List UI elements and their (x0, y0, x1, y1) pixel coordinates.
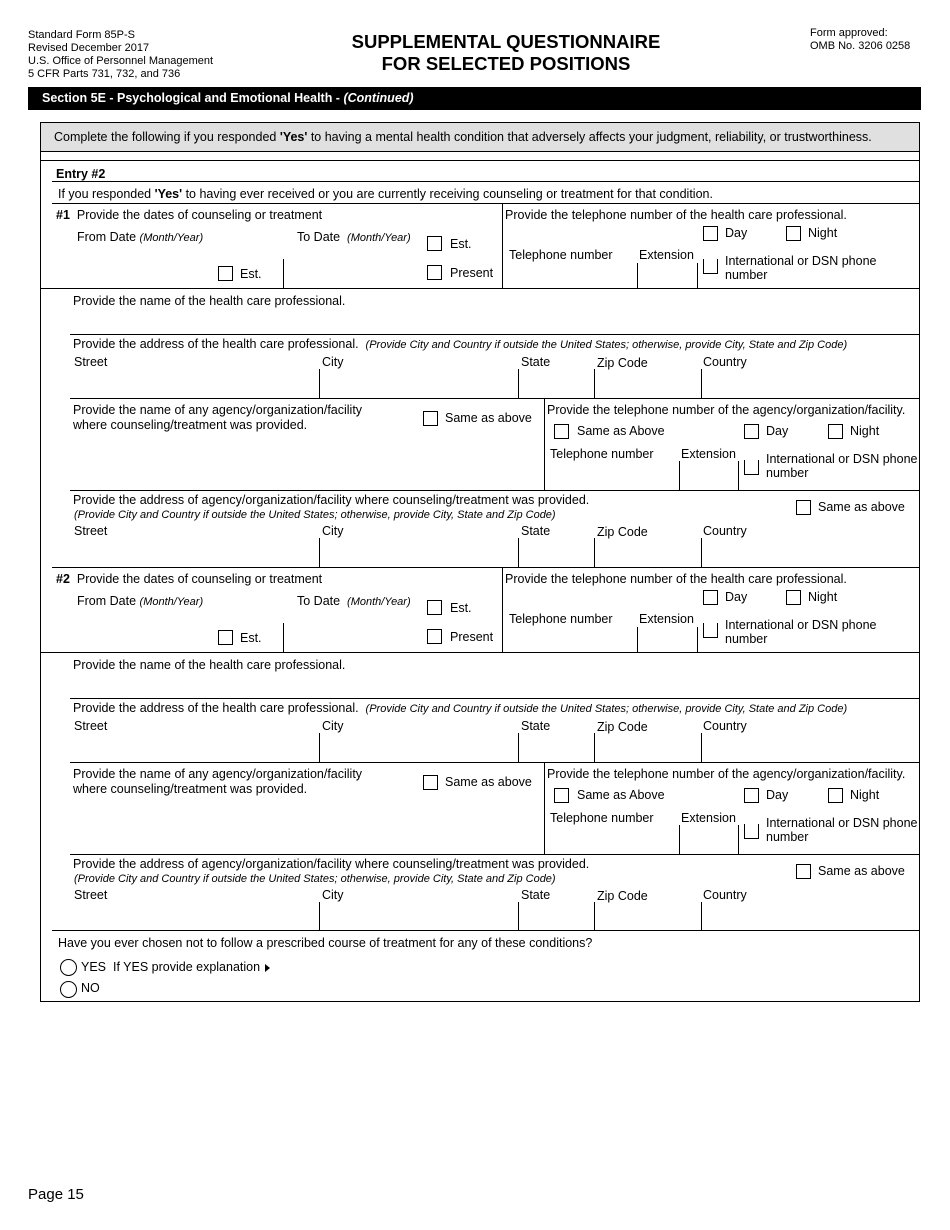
agency-name-line1: Provide the name of any agency/organization/facility (73, 767, 363, 781)
night-label: Night (808, 226, 838, 240)
agency-day-checkbox[interactable] (744, 424, 759, 439)
yes-label (81, 960, 270, 974)
approval-line-1: Form approved: (810, 27, 888, 39)
city-label: City (322, 719, 344, 733)
section-continued: (Continued) (343, 91, 414, 105)
agency-city-label: City (322, 524, 344, 538)
present-label: Present (450, 266, 494, 280)
to-date-est-label: Est. (450, 601, 472, 615)
agency-name-line2: where counseling/treatment was provided. (73, 782, 308, 796)
extension-label: Extension (639, 248, 694, 262)
agency-address-hint: (Provide City and Country if outside the United States; otherwise, provide City, State and Zip Code) (74, 873, 556, 885)
international-phone-label (725, 618, 876, 646)
form-revision: Revised December 2017 (28, 42, 150, 54)
omb-approval (810, 27, 910, 53)
agency-intl-line2: number (766, 830, 809, 844)
agency-extension-label: Extension (681, 811, 736, 825)
country-label: Country (703, 719, 747, 733)
agency-international-label (766, 816, 917, 844)
hcp-address-text: Provide the address of the health care professional. (73, 337, 359, 351)
from-date-est-label: Est. (240, 267, 262, 281)
night-checkbox[interactable] (786, 226, 801, 241)
dates-prompt (56, 208, 322, 222)
to-date-format: (Month/Year) (347, 232, 411, 244)
intl-phone-line2: number (725, 632, 768, 646)
agency-address-prompt: Provide the address of agency/organization/facility where counseling/treatment was provided. (73, 857, 590, 871)
from-date-label (77, 594, 203, 608)
subentry-number: #2 (56, 572, 70, 586)
agency-night-checkbox[interactable] (828, 788, 843, 803)
agency-phone-same-checkbox[interactable] (554, 788, 569, 803)
form-number: Standard Form 85P-S (28, 29, 135, 41)
from-date-est-checkbox[interactable] (218, 630, 233, 645)
day-label: Day (725, 590, 748, 604)
no-radio[interactable] (60, 981, 77, 998)
agency-intl-line2: number (766, 466, 809, 480)
from-date-label (77, 230, 203, 244)
dates-prompt (56, 572, 322, 586)
agency-name-prompt (73, 403, 362, 433)
title-line-1: SUPPLEMENTAL QUESTIONNAIRE (351, 31, 661, 52)
to-date-text: To Date (297, 594, 341, 608)
agency-state-label: State (521, 524, 551, 538)
section-title: Section 5E - Psychological and Emotional Health - (42, 91, 344, 105)
hcp-address-text: Provide the address of the health care professional. (73, 701, 359, 715)
agency-night-label: Night (850, 424, 880, 438)
intl-phone-line1: International or DSN phone (725, 618, 877, 632)
day-checkbox[interactable] (703, 590, 718, 605)
agency-telephone-label: Telephone number (550, 447, 654, 461)
agency-city-label: City (322, 888, 344, 902)
agency-same-as-above-label: Same as above (445, 411, 532, 425)
agency-name-line2: where counseling/treatment was provided. (73, 418, 308, 432)
hcp-address-hint: (Provide City and Country if outside the United States; otherwise, provide City, State and Zip Code) (365, 703, 848, 715)
agency-international-label (766, 452, 917, 480)
telephone-number-label: Telephone number (509, 248, 613, 262)
to-date-text: To Date (297, 230, 341, 244)
agency-day-label: Day (766, 424, 789, 438)
treatment-question: Have you ever chosen not to follow a prescribed course of treatment for any of these conditions? (58, 936, 593, 950)
state-label: State (521, 355, 551, 369)
hcp-name-prompt: Provide the name of the health care professional. (73, 294, 346, 308)
from-date-est-label: Est. (240, 631, 262, 645)
agency-address-prompt: Provide the address of agency/organization/facility where counseling/treatment was provided. (73, 493, 590, 507)
country-label: Country (703, 355, 747, 369)
form-agency: U.S. Office of Personnel Management (28, 55, 214, 67)
agency-same-as-above-checkbox[interactable] (423, 775, 438, 790)
day-label: Day (725, 226, 748, 240)
agency-phone-same-label: Same as Above (577, 788, 665, 802)
arrow-right-icon (265, 964, 270, 972)
from-date-text: From Date (77, 230, 137, 244)
agency-intl-line1: International or DSN phone (766, 816, 918, 830)
to-date-format: (Month/Year) (347, 596, 411, 608)
night-label: Night (808, 590, 838, 604)
form-identification (28, 29, 213, 81)
agency-address-same-label: Same as above (818, 864, 905, 878)
subentry-number: #1 (56, 208, 70, 222)
street-label: Street (74, 355, 108, 369)
entry-note-yes: 'Yes' (154, 187, 183, 201)
night-checkbox[interactable] (786, 590, 801, 605)
state-label: State (521, 719, 551, 733)
agency-phone-prompt: Provide the telephone number of the agency/organization/facility. (547, 767, 906, 781)
dates-prompt-text: Provide the dates of counseling or treatment (76, 208, 323, 222)
agency-telephone-label: Telephone number (550, 811, 654, 825)
instruction-yes: 'Yes' (279, 130, 308, 144)
entry-note-prefix: If you responded (58, 187, 155, 201)
agency-night-label: Night (850, 788, 880, 802)
agency-address-same-checkbox[interactable] (796, 864, 811, 879)
section-bar (28, 87, 921, 110)
hcp-name-prompt: Provide the name of the health care professional. (73, 658, 346, 672)
instruction-suffix: to having a mental health condition that adversely affects your judgment, reliability, or trustworthiness. (307, 130, 872, 144)
agency-international-checkbox[interactable] (744, 824, 759, 839)
street-label: Street (74, 719, 108, 733)
hcp-address-prompt (73, 701, 847, 715)
page-title (290, 31, 722, 75)
agency-same-as-above-checkbox[interactable] (423, 411, 438, 426)
agency-phone-same-label: Same as Above (577, 424, 665, 438)
to-date-est-checkbox[interactable] (427, 236, 442, 251)
yes-text: YES (81, 960, 107, 974)
instruction-prefix: Complete the following if you responded (54, 130, 280, 144)
from-date-format: (Month/Year) (139, 232, 204, 244)
intl-phone-line1: International or DSN phone (725, 254, 877, 268)
city-label: City (322, 355, 344, 369)
agency-country-label: Country (703, 524, 747, 538)
agency-zip-label: Zip Code (597, 889, 648, 903)
agency-same-as-above-label: Same as above (445, 775, 532, 789)
agency-extension-label: Extension (681, 447, 736, 461)
intl-phone-line2: number (725, 268, 768, 282)
no-label: NO (81, 981, 100, 995)
agency-address-same-label: Same as above (818, 500, 905, 514)
international-phone-label (725, 254, 876, 282)
entry-note-suffix: to having ever received or you are currently receiving counseling or treatment for that condition. (182, 187, 713, 201)
agency-phone-same-checkbox[interactable] (554, 424, 569, 439)
agency-name-line1: Provide the name of any agency/organization/facility (73, 403, 363, 417)
agency-state-label: State (521, 888, 551, 902)
agency-street-label: Street (74, 524, 108, 538)
to-date-est-checkbox[interactable] (427, 600, 442, 615)
telephone-number-label: Telephone number (509, 612, 613, 626)
present-checkbox[interactable] (427, 265, 442, 280)
agency-day-checkbox[interactable] (744, 788, 759, 803)
zip-code-label: Zip Code (597, 720, 648, 734)
agency-country-label: Country (703, 888, 747, 902)
hcp-address-hint: (Provide City and Country if outside the United States; otherwise, provide City, State and Zip Code) (365, 339, 848, 351)
from-date-text: From Date (77, 594, 137, 608)
form-cfr: 5 CFR Parts 731, 732, and 736 (28, 68, 181, 80)
agency-zip-label: Zip Code (597, 525, 648, 539)
agency-international-checkbox[interactable] (744, 460, 759, 475)
agency-intl-line1: International or DSN phone (766, 452, 918, 466)
dates-prompt-text: Provide the dates of counseling or treatment (76, 572, 323, 586)
extension-label: Extension (639, 612, 694, 626)
international-phone-checkbox[interactable] (703, 259, 718, 274)
agency-address-same-checkbox[interactable] (796, 500, 811, 515)
present-checkbox[interactable] (427, 629, 442, 644)
agency-street-label: Street (74, 888, 108, 902)
yes-explain-text: If YES provide explanation (112, 960, 261, 974)
page-number: Page 15 (28, 1186, 84, 1203)
agency-address-hint: (Provide City and Country if outside the United States; otherwise, provide City, State and Zip Code) (74, 509, 556, 521)
hcp-address-prompt (73, 337, 847, 351)
international-phone-checkbox[interactable] (703, 623, 718, 638)
to-date-est-label: Est. (450, 237, 472, 251)
agency-day-label: Day (766, 788, 789, 802)
zip-code-label: Zip Code (597, 356, 648, 370)
to-date-label (297, 230, 411, 244)
approval-omb-number: OMB No. 3206 0258 (810, 40, 911, 52)
hcp-phone-prompt: Provide the telephone number of the health care professional. (505, 208, 847, 222)
yes-radio[interactable] (60, 959, 77, 976)
title-line-2: FOR SELECTED POSITIONS (381, 53, 631, 74)
from-date-format: (Month/Year) (139, 596, 204, 608)
agency-night-checkbox[interactable] (828, 424, 843, 439)
entry-note (58, 187, 713, 201)
day-checkbox[interactable] (703, 226, 718, 241)
hcp-phone-prompt: Provide the telephone number of the health care professional. (505, 572, 847, 586)
to-date-label (297, 594, 411, 608)
from-date-est-checkbox[interactable] (218, 266, 233, 281)
agency-phone-prompt: Provide the telephone number of the agency/organization/facility. (547, 403, 906, 417)
present-label: Present (450, 630, 494, 644)
agency-name-prompt (73, 767, 362, 797)
entry-title: Entry #2 (56, 167, 106, 181)
instruction-banner (41, 123, 919, 152)
